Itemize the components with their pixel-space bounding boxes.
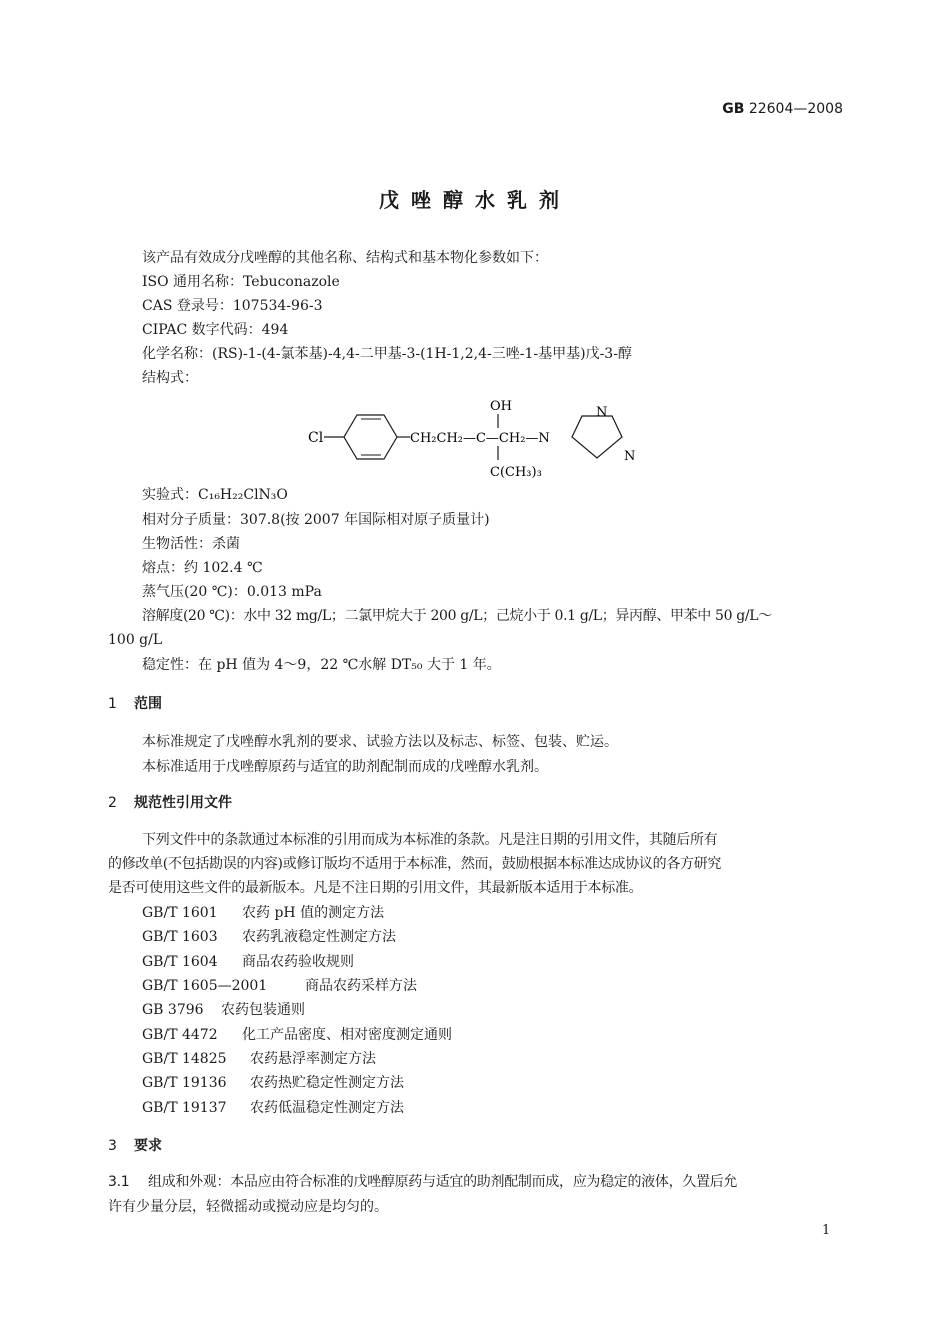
standard-code [722, 101, 843, 117]
chlorine-label: Cl [308, 430, 324, 446]
solubility-line-2: 100 g/L [108, 632, 163, 648]
section-title: 范围 [134, 696, 162, 712]
reference-code: GB/T 1603 [142, 929, 218, 945]
reference-item [142, 998, 305, 1022]
clause-text: 组成和外观：本品应由符合标准的戊唑醇原药与适宜的助剂配制而成，应为稳定的液体，久置后允 [148, 1174, 738, 1190]
reference-title: 化工产品密度、相对密度测定通则 [242, 1027, 452, 1043]
references-intro-line-1: 下列文件中的条款通过本标准的引用而成为本标准的条款。凡是注日期的引用文件，其随后所有 [142, 832, 718, 848]
reference-title: 农药乳液稳定性测定方法 [242, 929, 396, 945]
clause-3-1-line-2: 许有少量分层，轻微摇动或搅动应是均匀的。 [108, 1199, 388, 1215]
reference-item [142, 1047, 376, 1071]
chemical-name: 化学名称：(RS)-1-(4-氯苯基)-4,4-二甲基-3-(1H-1,2,4-三唑-1-基甲基)戊-3-醇 [142, 346, 632, 362]
document-title: 戊唑醇水乳剂 [379, 188, 571, 212]
triazole-n-top: N [596, 405, 608, 420]
cipac-code: CIPAC 数字代码：494 [142, 322, 289, 338]
reference-title: 农药包装通则 [221, 1002, 305, 1018]
section-3-heading [108, 1134, 162, 1158]
formula-label: 实验式： [142, 487, 198, 503]
section-title: 规范性引用文件 [134, 795, 232, 811]
intro-lead: 该产品有效成分戊唑醇的其他名称、结构式和基本物化参数如下： [142, 250, 548, 266]
reference-item [142, 1023, 452, 1047]
section-number: 3 [108, 1138, 117, 1154]
triazole-ring [572, 416, 622, 458]
stability: 稳定性：在 pH 值为 4～9，22 ℃水解 DT₅₀ 大于 1 年。 [142, 657, 501, 673]
reference-code: GB/T 1604 [142, 954, 218, 970]
reference-code: GB/T 1601 [142, 905, 218, 921]
reference-item [142, 974, 417, 998]
reference-title: 商品农药采样方法 [305, 978, 417, 994]
bioactivity: 生物活性：杀菌 [142, 536, 240, 552]
section-number: 2 [108, 795, 117, 811]
standard-number: 22604—2008 [748, 101, 843, 117]
vapor-pressure: 蒸气压(20 ℃)：0.013 mPa [142, 584, 322, 600]
reference-title: 农药热贮稳定性测定方法 [250, 1075, 404, 1091]
reference-title: 农药悬浮率测定方法 [250, 1051, 376, 1067]
scope-paragraph-2: 本标准适用于戊唑醇原药与适宜的助剂配制而成的戊唑醇水乳剂。 [142, 759, 548, 775]
reference-item [142, 901, 384, 925]
tert-butyl-label: C(CH₃)₃ [490, 465, 542, 480]
references-intro-line-2: 的修改单(不包括勘误的内容)或修订版均不适用于本标准，然而，鼓励根据本标准达成协议的各方研究 [108, 856, 722, 872]
reference-code: GB/T 19137 [142, 1100, 227, 1116]
formula-value: C₁₆H₂₂ClN₃O [198, 487, 288, 503]
reference-item [142, 925, 396, 949]
reference-title: 商品农药验收规则 [242, 954, 354, 970]
triazole-n-bottom: N [624, 449, 636, 464]
solubility-line-1: 溶解度(20 ℃)：水中 32 mg/L；二氯甲烷大于 200 g/L；己烷小于 0.1 g/L；异丙醇、甲苯中 50 g/L～ [142, 608, 772, 624]
reference-title: 农药 pH 值的测定方法 [242, 905, 385, 921]
clause-3-1-line-1 [108, 1170, 737, 1194]
section-2-heading [108, 791, 232, 815]
clause-number: 3.1 [108, 1174, 130, 1190]
standard-prefix: GB [722, 101, 745, 117]
reference-item [142, 1071, 404, 1095]
reference-code: GB/T 19136 [142, 1075, 227, 1091]
section-title: 要求 [134, 1138, 162, 1154]
reference-item [142, 950, 354, 974]
references-intro-line-3: 是否可使用这些文件的最新版本。凡是不注日期的引用文件，其最新版本适用于本标准。 [108, 880, 643, 896]
molecular-weight: 相对分子质量：307.8(按 2007 年国际相对原子质量计) [142, 512, 490, 528]
page-number: 1 [822, 1223, 831, 1238]
reference-code: GB 3796 [142, 1002, 204, 1018]
main-chain: CH₂CH₂—C—CH₂—N [410, 431, 550, 446]
reference-item [142, 1096, 404, 1120]
section-1-heading [108, 692, 162, 716]
reference-code: GB/T 1605—2001 [142, 978, 268, 994]
melting-point: 熔点：约 102.4 ℃ [142, 560, 263, 576]
hydroxyl-label: OH [490, 399, 512, 414]
empirical-formula [142, 483, 288, 507]
structure-label: 结构式： [142, 370, 198, 386]
reference-code: GB/T 4472 [142, 1027, 218, 1043]
structural-formula [300, 392, 660, 484]
section-number: 1 [108, 696, 117, 712]
scope-paragraph-1: 本标准规定了戊唑醇水乳剂的要求、试验方法以及标志、标签、包装、贮运。 [142, 734, 618, 750]
cas-number: CAS 登录号：107534-96-3 [142, 298, 323, 314]
iso-name: ISO 通用名称：Tebuconazole [142, 274, 340, 290]
reference-title: 农药低温稳定性测定方法 [250, 1100, 404, 1116]
benzene-ring [344, 415, 397, 459]
reference-code: GB/T 14825 [142, 1051, 227, 1067]
